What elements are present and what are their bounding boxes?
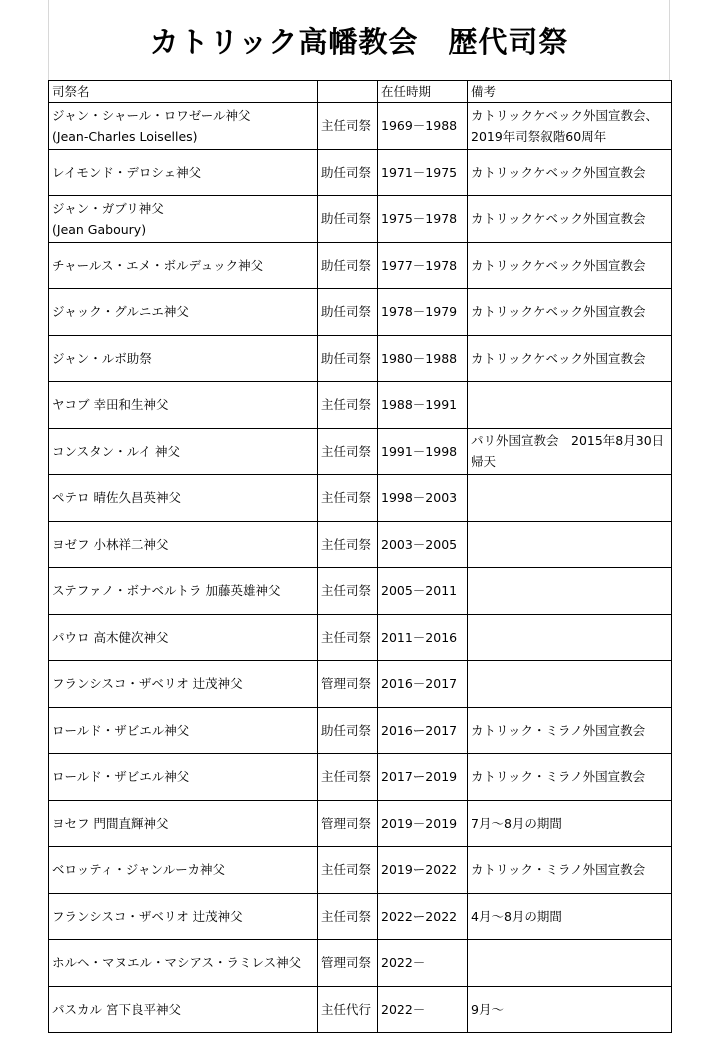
table-row (49, 754, 672, 801)
priest-name-cell (49, 847, 318, 894)
priest-name: ヨセフ 門間直輝神父 (52, 815, 169, 831)
priest-name-cell (49, 754, 318, 801)
priest-role: 助任司祭 (318, 289, 378, 336)
tenure-period: 2022ー2022 (378, 893, 468, 940)
priest-role: 主任司祭 (318, 475, 378, 522)
priest-note-cell (468, 475, 672, 522)
table-row (49, 103, 672, 150)
priest-name: ホルヘ・マヌエル・マシアス・ラミレス神父 (52, 955, 302, 971)
table-row (49, 335, 672, 382)
priest-name-cell (49, 661, 318, 708)
table-row (49, 707, 672, 754)
priest-role: 管理司祭 (318, 661, 378, 708)
priest-name: ステファノ・ボナベルトラ 加藤英雄神父 (52, 583, 281, 599)
priest-name: コンスタン・ルイ 神父 (52, 443, 180, 459)
priest-note-cell (468, 335, 672, 382)
priest-name: パウロ 高木健次神父 (52, 629, 169, 645)
priest-name-cell (49, 149, 318, 196)
tenure-period: 1969－1988 (378, 103, 468, 150)
priest-name-cell (49, 940, 318, 987)
priest-note-cell (468, 893, 672, 940)
table-header-row (49, 81, 672, 103)
priest-name-cell (49, 707, 318, 754)
priest-name-cell (49, 289, 318, 336)
tenure-period: 1980－1988 (378, 335, 468, 382)
priest-role: 主任代行 (318, 986, 378, 1033)
tenure-period: 2017ー2019 (378, 754, 468, 801)
priest-note-cell (468, 521, 672, 568)
priest-name-cell (49, 382, 318, 429)
priest-name: ロールド・ザビエル神父 (52, 722, 190, 738)
priest-name-cell (49, 521, 318, 568)
priest-note-cell (468, 289, 672, 336)
priest-name-latin: (Jean Gaboury) (52, 221, 147, 237)
priest-note-cell (468, 754, 672, 801)
priest-name-cell (49, 986, 318, 1033)
priest-note: パリ外国宣教会 2015年8月30日 (471, 433, 665, 449)
table-row (49, 475, 672, 522)
priest-name: レイモンド・デロシェ神父 (52, 164, 202, 180)
priest-note: カトリックケベック外国宣教会 (471, 257, 646, 273)
table-row (49, 149, 672, 196)
table-row (49, 614, 672, 661)
priest-name: ジャック・グルニエ神父 (52, 304, 189, 320)
tenure-period: 2005－2011 (378, 568, 468, 615)
table-row (49, 940, 672, 987)
priest-name-cell (49, 475, 318, 522)
priests-table-body (49, 81, 672, 1033)
priest-name: ジャン・シャール・ロワゼール神父 (52, 107, 251, 123)
priests-table (48, 80, 672, 1033)
priest-role: 主任司祭 (318, 614, 378, 661)
priest-note: カトリックケベック外国宣教会 (471, 304, 646, 320)
priest-name: フランシスコ・ザベリオ 辻茂神父 (52, 676, 243, 692)
table-row (49, 382, 672, 429)
table-row (49, 661, 672, 708)
tenure-period: 1991－1998 (378, 428, 468, 475)
priest-role: 主任司祭 (318, 754, 378, 801)
priest-name: パスカル 宮下良平神父 (52, 1001, 181, 1017)
priest-note-continued: 2019年司祭叙階60周年 (471, 128, 607, 144)
tenure-period: 2019ー2022 (378, 847, 468, 894)
priest-note-cell (468, 149, 672, 196)
priest-role: 助任司祭 (318, 149, 378, 196)
priest-name-latin: (Jean-Charles Loiselles) (52, 128, 198, 144)
priest-note: カトリックケベック外国宣教会 (471, 164, 646, 180)
tenure-period: 2011－2016 (378, 614, 468, 661)
priest-note-cell (468, 428, 672, 475)
priest-name: フランシスコ・ザベリオ 辻茂神父 (52, 908, 243, 924)
priest-note-cell (468, 103, 672, 150)
priest-note-cell (468, 242, 672, 289)
priest-name: ヨゼフ 小林祥二神父 (52, 536, 169, 552)
priest-note-cell (468, 382, 672, 429)
priest-role: 管理司祭 (318, 940, 378, 987)
priest-name: ジャン・ルボ助祭 (52, 350, 152, 366)
priest-role: 助任司祭 (318, 707, 378, 754)
priest-note-cell (468, 568, 672, 615)
title-area (48, 0, 670, 80)
priest-name: ロールド・ザビエル神父 (52, 769, 190, 785)
priest-note-cell (468, 847, 672, 894)
priest-note: カトリックケベック外国宣教会 (471, 350, 646, 366)
priest-name: ベロッティ・ジャンルーカ神父 (52, 862, 225, 878)
header-name: 司祭名 (49, 81, 318, 103)
priest-name-cell (49, 335, 318, 382)
priest-role: 助任司祭 (318, 196, 378, 243)
priest-name-cell (49, 568, 318, 615)
tenure-period: 2022－ (378, 940, 468, 987)
priest-note-cell (468, 707, 672, 754)
table-row (49, 242, 672, 289)
priest-name: ヤコブ 幸田和生神父 (52, 397, 169, 413)
priest-note: 9月～ (471, 1001, 504, 1017)
tenure-period: 1978－1979 (378, 289, 468, 336)
priest-role: 助任司祭 (318, 242, 378, 289)
priest-note-cell (468, 800, 672, 847)
priest-name-cell (49, 614, 318, 661)
priest-name-cell (49, 103, 318, 150)
priest-name-cell (49, 893, 318, 940)
priest-note: カトリックケベック外国宣教会、 (471, 107, 659, 123)
priest-note-cell (468, 940, 672, 987)
priest-role: 主任司祭 (318, 382, 378, 429)
tenure-period: 1977－1978 (378, 242, 468, 289)
priest-name: ペテロ 晴佐久昌英神父 (52, 490, 181, 506)
tenure-period: 2019－2019 (378, 800, 468, 847)
priest-role: 助任司祭 (318, 335, 378, 382)
priest-note: 7月～8月の期間 (471, 815, 562, 831)
tenure-period: 1975－1978 (378, 196, 468, 243)
table-row (49, 289, 672, 336)
header-note: 備考 (468, 81, 672, 103)
table-row (49, 893, 672, 940)
table-row (49, 568, 672, 615)
priest-note: カトリック・ミラノ外国宣教会 (471, 862, 646, 878)
priest-note-cell (468, 614, 672, 661)
page-title: カトリック高幡教会 歴代司祭 (149, 25, 569, 59)
tenure-period: 1988－1991 (378, 382, 468, 429)
table-row (49, 847, 672, 894)
priest-note-continued: 帰天 (471, 454, 497, 470)
priest-note-cell (468, 196, 672, 243)
tenure-period: 2022－ (378, 986, 468, 1033)
priest-note-cell (468, 986, 672, 1033)
table-row (49, 986, 672, 1033)
priest-role: 主任司祭 (318, 893, 378, 940)
table-row (49, 521, 672, 568)
tenure-period: 2016ー2017 (378, 707, 468, 754)
priest-note: カトリック・ミラノ外国宣教会 (471, 722, 646, 738)
priest-role: 主任司祭 (318, 428, 378, 475)
priest-role: 管理司祭 (318, 800, 378, 847)
priest-note-cell (468, 661, 672, 708)
tenure-period: 1998－2003 (378, 475, 468, 522)
priest-note: カトリックケベック外国宣教会 (471, 211, 646, 227)
table-row (49, 196, 672, 243)
priest-role: 主任司祭 (318, 521, 378, 568)
table-row (49, 800, 672, 847)
priest-note: 4月～8月の期間 (471, 908, 562, 924)
priest-role: 主任司祭 (318, 847, 378, 894)
priest-role: 主任司祭 (318, 103, 378, 150)
priest-name-cell (49, 428, 318, 475)
priest-name: ジャン・ガブリ神父 (52, 200, 164, 216)
header-role (318, 81, 378, 103)
header-period: 在任時期 (378, 81, 468, 103)
tenure-period: 2003－2005 (378, 521, 468, 568)
priest-name-cell (49, 242, 318, 289)
priest-name: チャールス・エメ・ボルデュック神父 (52, 257, 264, 273)
priest-name-cell (49, 800, 318, 847)
priest-note: カトリック・ミラノ外国宣教会 (471, 769, 646, 785)
table-row (49, 428, 672, 475)
priest-name-cell (49, 196, 318, 243)
tenure-period: 2016－2017 (378, 661, 468, 708)
priest-role: 主任司祭 (318, 568, 378, 615)
tenure-period: 1971－1975 (378, 149, 468, 196)
